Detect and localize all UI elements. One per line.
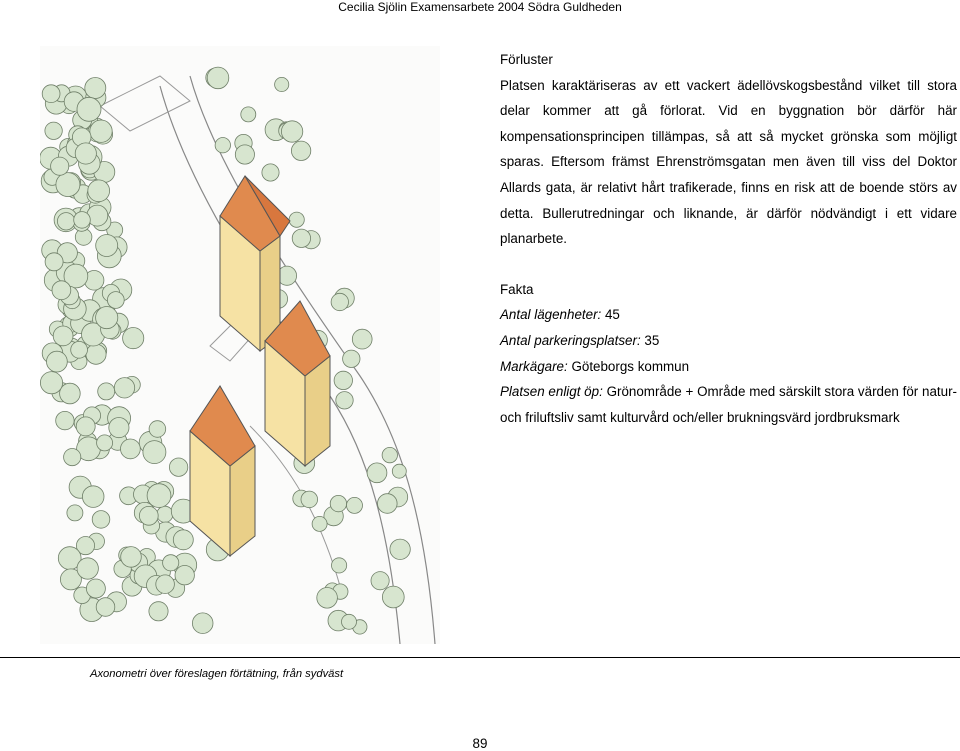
tree-canopy <box>123 328 144 349</box>
tree-canopy <box>76 417 95 436</box>
axonometric-illustration <box>40 46 440 644</box>
tree-canopy <box>289 212 304 227</box>
tree-canopy <box>156 575 175 594</box>
tree-canopy <box>371 572 389 590</box>
tree-canopy <box>98 383 115 400</box>
tree-canopy <box>342 614 357 629</box>
tree-canopy <box>343 350 360 367</box>
text-column <box>500 47 957 430</box>
tree-canopy <box>121 547 142 568</box>
tree-canopy <box>143 441 166 464</box>
tree-canopy <box>317 588 338 609</box>
tree-canopy <box>42 85 60 103</box>
tree-canopy <box>96 598 115 617</box>
tree-canopy <box>86 344 106 364</box>
tree-canopy <box>47 351 68 372</box>
tree-canopy <box>149 602 168 621</box>
tree-canopy <box>53 326 73 346</box>
illustration-drawing <box>40 46 440 644</box>
tree-canopy <box>262 164 279 181</box>
tree-canopy <box>121 439 141 459</box>
tree-canopy <box>312 516 327 531</box>
tree-canopy <box>77 97 101 121</box>
tree-canopy <box>332 558 347 573</box>
facts-heading: Fakta <box>500 281 534 297</box>
tree-canopy <box>330 495 346 511</box>
tree-canopy <box>347 497 363 513</box>
page-header: Cecilia Sjölin Examensarbete 2004 Södra Guldheden <box>338 0 622 14</box>
tree-canopy <box>157 506 173 522</box>
tree-canopy <box>149 421 166 438</box>
tree-canopy <box>292 229 310 247</box>
tree-canopy <box>175 566 194 585</box>
path-edge <box>100 76 190 131</box>
tree-canopy <box>85 78 106 99</box>
tree-canopy <box>75 143 96 164</box>
tree-canopy <box>92 511 110 529</box>
losses-heading: Förluster <box>500 52 553 67</box>
tree-canopy <box>215 138 230 153</box>
tree-canopy <box>96 235 118 257</box>
tree-canopy <box>334 371 352 389</box>
tree-canopy <box>275 77 289 91</box>
tree-canopy <box>57 213 74 230</box>
tree-canopy <box>367 463 387 483</box>
tree-canopy <box>109 418 129 438</box>
tree-canopy <box>378 494 398 514</box>
tree-canopy <box>281 121 302 142</box>
tree-canopy <box>147 484 171 508</box>
tree-canopy <box>107 292 124 309</box>
tree-canopy <box>71 341 88 358</box>
fact-label: Antal parkeringsplatser: <box>500 332 641 348</box>
fact-value: Göteborgs kommun <box>567 358 690 374</box>
tree-canopy <box>352 329 372 349</box>
page-number: 89 <box>472 736 488 751</box>
tree-canopy <box>64 449 81 466</box>
tree-canopy <box>114 378 134 398</box>
tree-canopy <box>45 122 62 139</box>
fact-apartments <box>500 302 957 328</box>
facts-section <box>500 277 957 431</box>
tree-canopy <box>382 447 397 462</box>
tree-canopy <box>52 281 71 300</box>
tree-canopy <box>169 458 187 476</box>
tree-canopy <box>163 555 179 571</box>
tree-canopy <box>235 145 254 164</box>
tree-canopy <box>51 157 69 175</box>
fact-value: 45 <box>601 307 620 323</box>
tree-canopy <box>96 307 118 329</box>
tree-canopy <box>88 180 110 202</box>
tree-canopy <box>241 107 256 122</box>
tree-canopy <box>291 141 310 160</box>
tree-canopy <box>86 579 105 598</box>
tree-canopy <box>192 613 213 634</box>
figure-caption: Axonometri över föreslagen förtätning, från sydväst <box>90 668 344 680</box>
tree-canopy <box>56 173 80 197</box>
fact-label: Markägare: <box>500 358 568 374</box>
building-south <box>190 386 255 556</box>
tree-canopy <box>382 586 404 608</box>
losses-body: Platsen karaktäriseras av ett vackert ädellövskogsbestånd vilket till stora delar kommer att gå förlorat. Vid en byggnation bör därför här kompensationsprincipen tillämpas, så att så mycket grönska som möjligt sparas. Eftersom främst Ehrenströmsgatan men även till viss del Doktor Allards gata, är relativt hårt trafikerade, finns en risk att de boende störs av detta. Bullerutredningar och liknande, är därför nödvändigt i ett vidare planarbete. <box>500 77 957 247</box>
tree-canopy <box>207 67 229 89</box>
tree-canopy <box>331 293 348 310</box>
tree-canopy <box>40 372 62 394</box>
tree-canopy <box>301 491 318 508</box>
tree-canopy <box>90 120 112 142</box>
fact-owner <box>500 354 957 380</box>
tree-canopy <box>56 411 74 429</box>
fact-label: Antal lägenheter: <box>500 307 602 323</box>
tree-canopy <box>74 212 91 229</box>
tree-canopy <box>390 539 410 559</box>
tree-canopy <box>392 464 406 478</box>
fact-value: 35 <box>640 332 660 348</box>
divider-rule <box>0 657 960 658</box>
fact-label: Platsen enligt öp: <box>500 384 603 400</box>
tree-canopy <box>336 392 353 409</box>
tree-canopy <box>139 506 158 525</box>
tree-canopy <box>82 486 104 508</box>
tree-canopy <box>60 383 81 404</box>
tree-canopy <box>97 435 113 451</box>
tree-canopy <box>45 253 63 271</box>
fact-parking <box>500 328 957 354</box>
fact-comprehensive-plan <box>500 379 957 430</box>
fact-value: Grönområde + Område med särskilt stora värden för natur- och friluftsliv samt kulturvård och/eller brukningsvärd jordbruksmark <box>500 384 957 425</box>
tree-canopy <box>67 505 83 521</box>
tree-canopy <box>77 558 98 579</box>
tree-canopy <box>173 530 193 550</box>
